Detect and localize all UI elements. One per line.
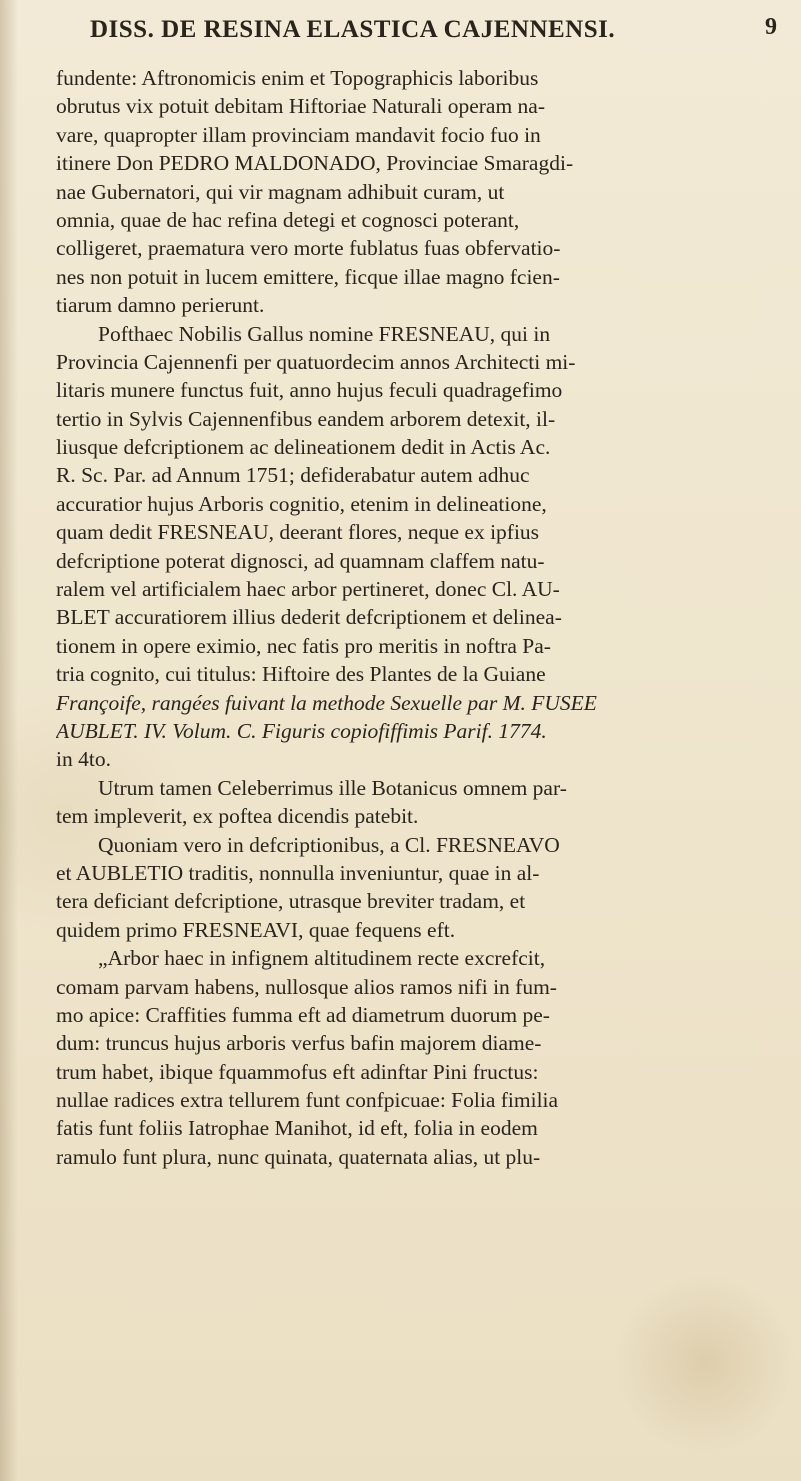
- body-text: [56, 64, 768, 1171]
- text-line: itinere Don PEDRO MALDONADO, Provinciae Smaragdi-: [56, 151, 574, 176]
- text-line: trum habet, ibique fquammofus eft adinftar Pini fructus:: [56, 1059, 539, 1084]
- page-number: 9: [765, 14, 777, 40]
- text-line: litaris munere functus fuit, anno hujus feculi quadragefimo: [56, 378, 563, 403]
- text-line: ralem vel artificialem haec arbor pertineret, donec Cl. AU-: [56, 577, 560, 602]
- text-line: AUBLET. IV. Volum. C. Figuris copiofiffimis Parif. 1774.: [56, 718, 547, 743]
- text-line: tera deficiant defcriptione, utrasque breviter tradam, et: [56, 889, 526, 914]
- text-line: nullae radices extra tellurem funt confpicuae: Folia fimilia: [56, 1088, 559, 1113]
- text-line: Pofthaec Nobilis Gallus nomine FRESNEAU, qui in: [98, 321, 551, 346]
- text-line: defcriptione poterat dignosci, ad quamnam claffem natu-: [56, 548, 545, 573]
- page-edge-shadow: [0, 0, 18, 1481]
- text-line: nae Gubernatori, qui vir magnam adhibuit curam, ut: [56, 179, 505, 204]
- text-line: liusque defcriptionem ac delineationem dedit in Actis Ac.: [56, 435, 551, 460]
- text-line: dum: truncus hujus arboris verfus bafin majorem diame-: [56, 1031, 542, 1056]
- text-line: comam parvam habens, nullosque alios ramos nifi in fum-: [56, 974, 557, 999]
- text-line: Quoniam vero in defcriptionibus, a Cl. FRESNEAVO: [98, 832, 560, 857]
- text-line: tionem in opere eximio, nec fatis pro meritis in noftra Pa-: [56, 633, 551, 658]
- text-line: quidem primo FRESNEAVI, quae fequens eft.: [56, 917, 456, 942]
- text-line: Françoife, rangées fuivant la methode Sexuelle par M. FUSEE: [56, 690, 597, 715]
- text-line: „Arbor haec in infignem altitudinem recte excrefcit,: [98, 946, 546, 971]
- text-line: nes non potuit in lucem emittere, ficque illae magno fcien-: [56, 264, 560, 289]
- text-line: tem impleverit, ex poftea dicendis patebit.: [56, 804, 419, 829]
- text-line: mo apice: Craffities fumma eft ad diametrum duorum pe-: [56, 1002, 550, 1027]
- text-line: accuratior hujus Arboris cognitio, etenim in delineatione,: [56, 491, 547, 516]
- text-line: Utrum tamen Celeberrimus ille Botanicus omnem par-: [98, 775, 567, 800]
- text-line: tertio in Sylvis Cajennenfibus eandem arborem detexit, il-: [56, 406, 556, 431]
- text-line: tria cognito, cui titulus: Hiftoire des Plantes de la Guiane: [56, 662, 546, 687]
- text-line: colligeret, praematura vero morte fublatus fuas obfervatio-: [56, 236, 561, 261]
- text-line: vare, quapropter illam provinciam mandavit focio fuo in: [56, 122, 541, 147]
- running-header: [90, 12, 710, 52]
- text-line: Provincia Cajennenfi per quatuordecim annos Architecti mi-: [56, 349, 576, 374]
- text-line: R. Sc. Par. ad Annum 1751; defiderabatur autem adhuc: [56, 463, 530, 488]
- text-line: quam dedit FRESNEAU, deerant flores, neque ex ipfius: [56, 520, 540, 545]
- text-line: ramulo funt plura, nunc quinata, quaternata alias, ut plu-: [56, 1144, 541, 1169]
- text-line: fatis funt foliis Iatrophae Manihot, id eft, folia in eodem: [56, 1116, 538, 1141]
- text-line: et AUBLETIO traditis, nonnulla inveniuntur, quae in al-: [56, 860, 540, 885]
- text-line: obrutus vix potuit debitam Hiftoriae Naturali operam na-: [56, 94, 545, 119]
- text-line: in 4to.: [56, 747, 111, 772]
- text-line: BLET accuratiorem illius dederit defcriptionem et delinea-: [56, 605, 562, 630]
- header-title: DISS. DE RESINA ELASTICA CAJENNENSI.: [90, 16, 616, 43]
- text-line: omnia, quae de hac refina detegi et cognosci poterant,: [56, 207, 520, 232]
- text-line: tiarum damno perierunt.: [56, 293, 265, 318]
- text-line: fundente: Aftronomicis enim et Topographicis laboribus: [56, 66, 539, 90]
